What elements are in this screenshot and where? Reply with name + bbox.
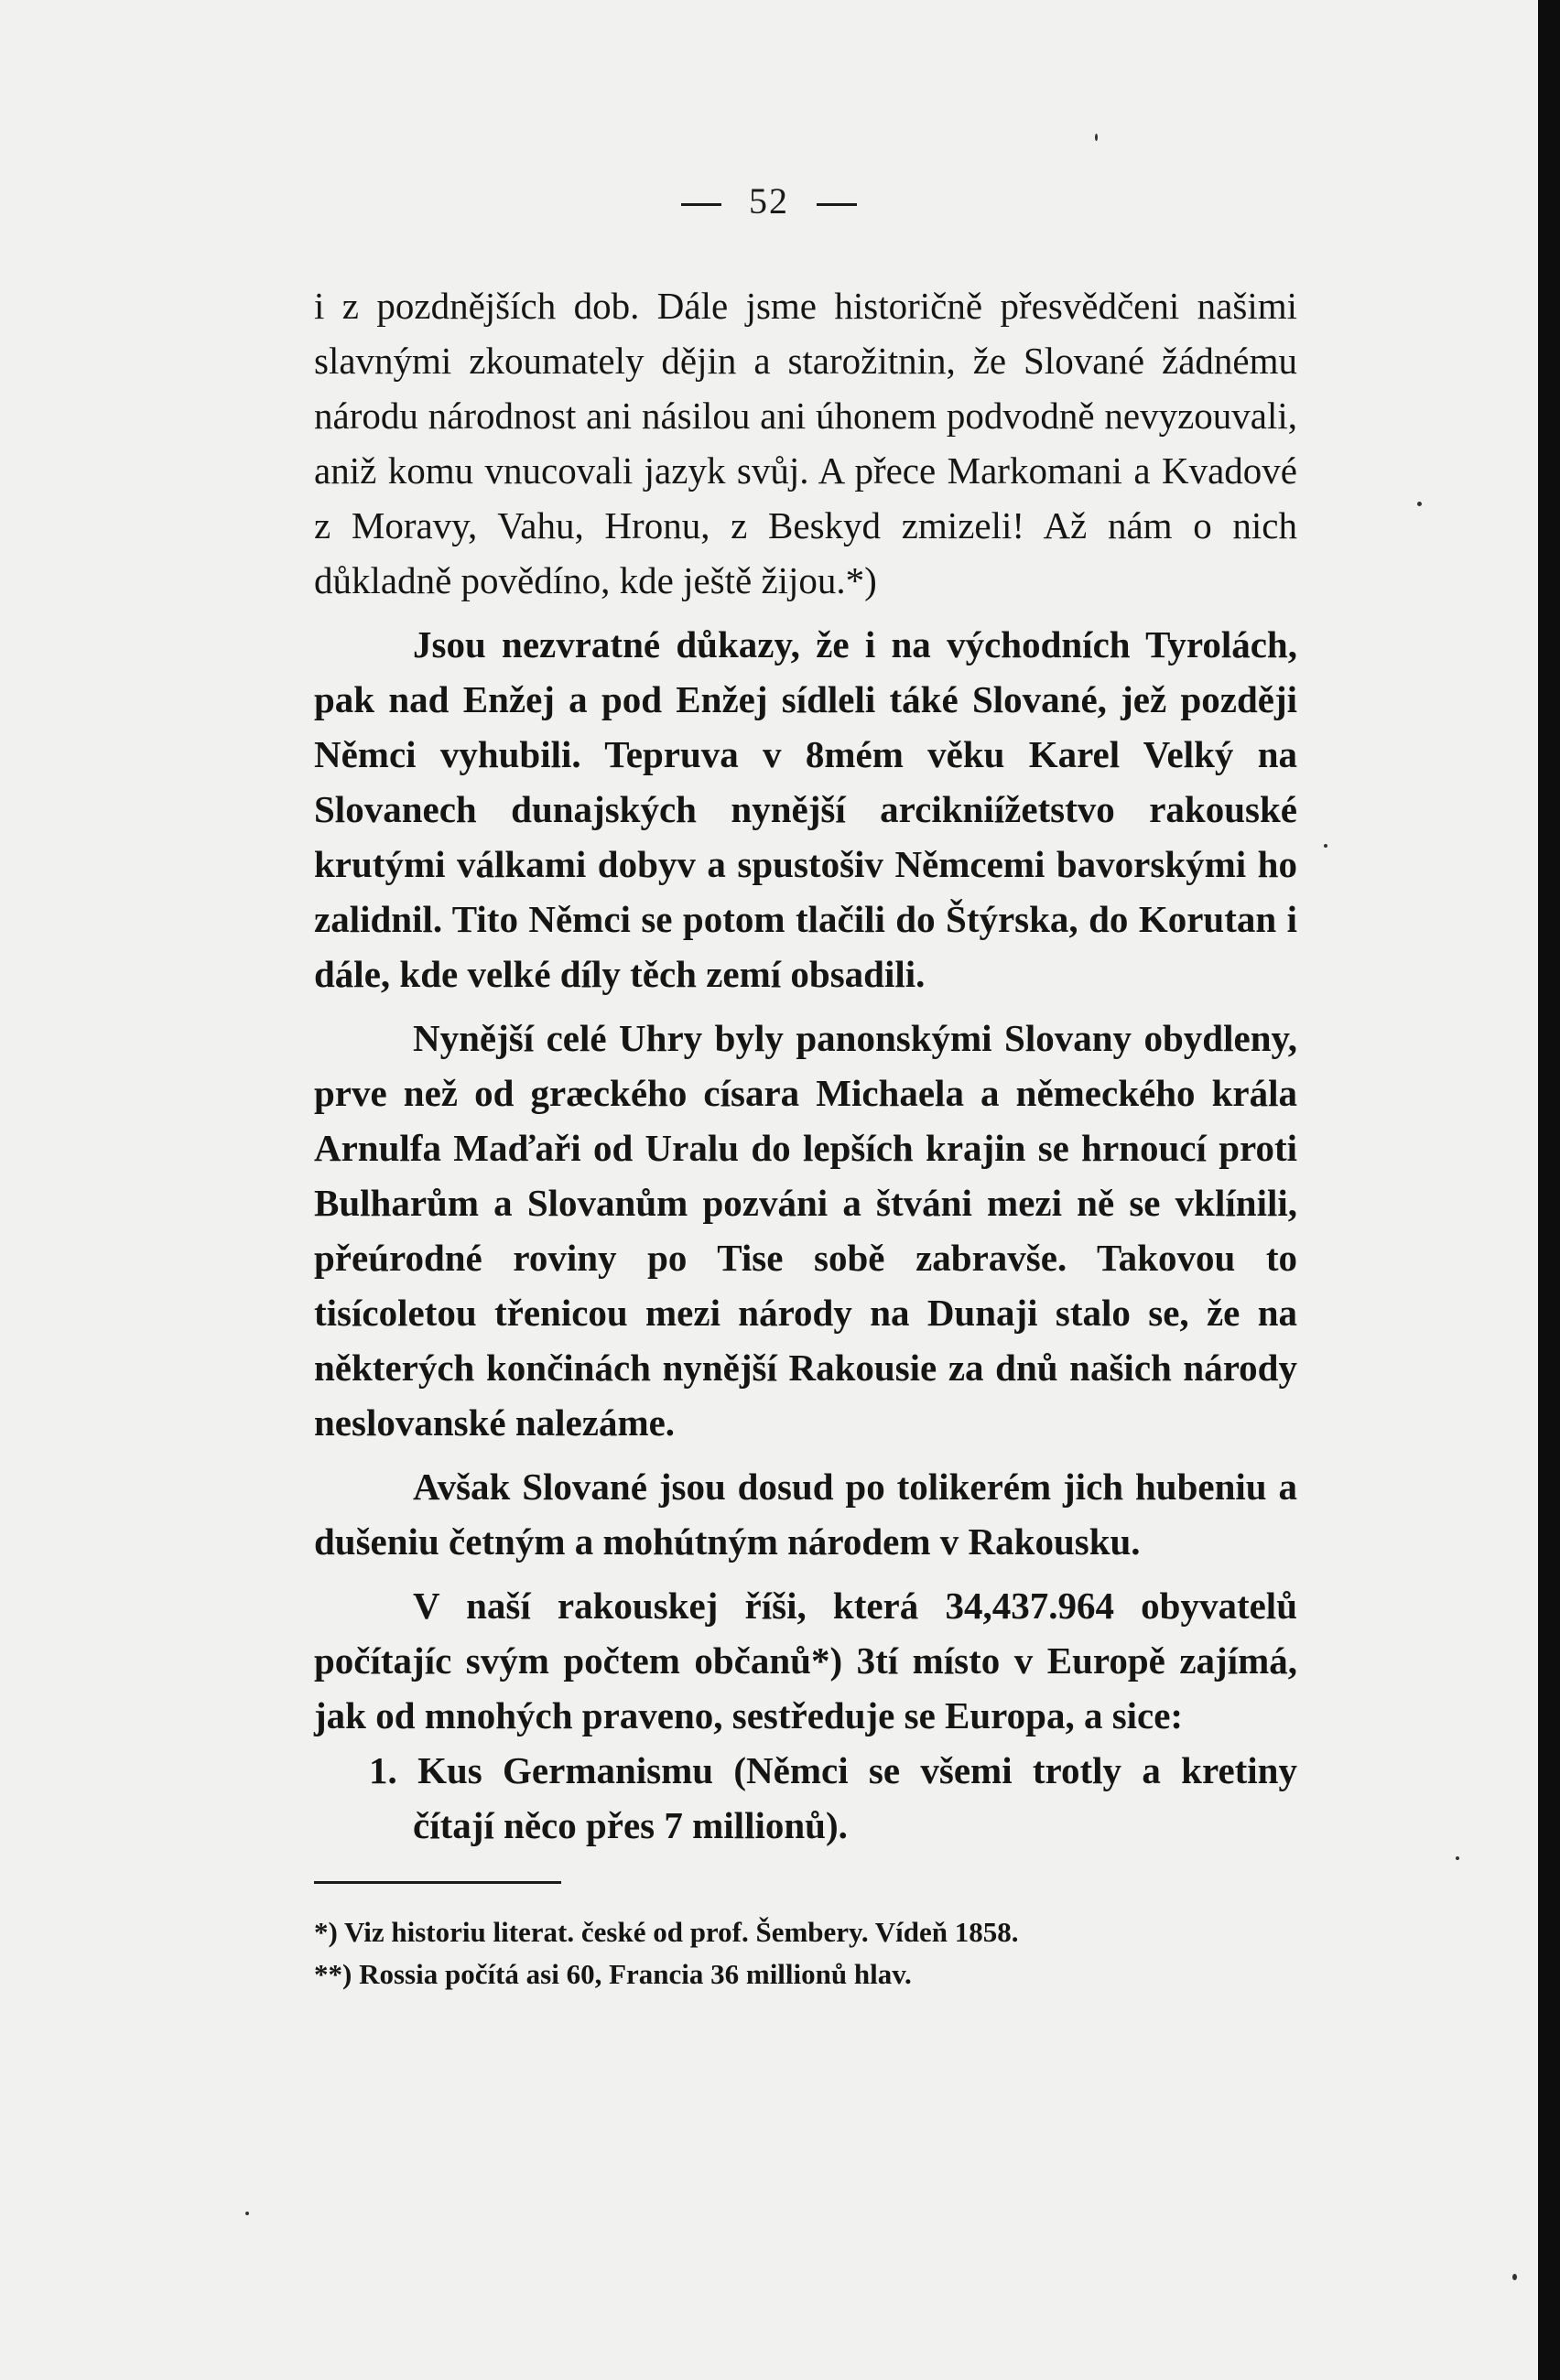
paper-speck bbox=[1512, 2274, 1517, 2280]
footnotes bbox=[314, 1911, 1297, 1996]
page-number-header bbox=[0, 179, 1538, 222]
paper-speck bbox=[1324, 844, 1327, 848]
scan-border bbox=[1538, 0, 1560, 2380]
paragraph-4: Avšak Slované jsou dosud po tolikerém jich hubeniu a dušeniu četným a mohútným národem v Rakousku. bbox=[314, 1466, 1297, 1563]
header-dash-right bbox=[817, 203, 857, 206]
footnote-divider bbox=[314, 1881, 561, 1884]
footnote-2: **) Rossia počítá asi 60, Francia 36 millionů hlav. bbox=[314, 1958, 912, 1990]
paper-speck bbox=[1417, 502, 1422, 506]
paragraph-2: Jsou nezvratné důkazy, že i na východních Tyrolách, pak nad Enžej a pod Enžej sídleli táké Slované, jež později Němci vyhubili. Tepruva v 8mém věku Karel Velký na Slovanech dunajských nynější arcikniížetstvo rakouské krutými válkami dobyv a spustošiv Němcemi bavorskými ho zalidnil. Tito Němci se potom tlačili do Štýrska, do Korutan i dále, kde velké díly těch zemí obsadili. bbox=[314, 623, 1297, 995]
header-dash-left bbox=[681, 203, 721, 206]
paper-speck bbox=[245, 2212, 249, 2215]
paper-speck bbox=[1095, 134, 1098, 141]
footnote-1: *) Viz historiu literat. české od prof. Šembery. Vídeň 1858. bbox=[314, 1916, 1019, 1948]
paper-speck bbox=[1456, 1856, 1459, 1860]
paragraph-5: V naší rakouskej říši, která 34,437.964 obyvatelů počítajíc svým počtem občanů*) 3tí místo v Europě zajímá, jak od mnohých praveno, sestředuje se Europa, a sice: bbox=[314, 1585, 1297, 1736]
page-number: 52 bbox=[749, 180, 789, 222]
body-text bbox=[314, 278, 1297, 1853]
list-item-1: 1. Kus Germanismu (Němci se všemi trotly a kretiny čítají něco přes 7 millionů). bbox=[369, 1749, 1297, 1846]
paragraph-3: Nynější celé Uhry byly panonskými Slovany obydleny, prve než od græckého císara Michaela a německého krála Arnulfa Maďaři od Uralu do lepších krajin se hrnoucí proti Bulharům a Slovanům pozváni a štváni mezi ně se vklínili, přeúrodné roviny po Tise sobě zabravše. Takovou to tisícoletou třenicou mezi národy na Dunaji stalo se, že na některých končinách nynější Rakousie za dnů našich národy neslovanské nalezáme. bbox=[314, 1017, 1297, 1444]
paragraph-1: i z pozdnějších dob. Dále jsme historičně přesvědčeni našimi slavnými zkoumately dějin a starožitnin, že Slované žádnému národu národnost ani násilou ani úhonem podvodně nevyzouvali, aniž komu vnucovali jazyk svůj. A přece Markomani a Kvadové z Moravy, Vahu, Hronu, z Beskyd zmizeli! Až nám o nich důkladně povědíno, kde ještě žijou.*) bbox=[314, 285, 1297, 601]
